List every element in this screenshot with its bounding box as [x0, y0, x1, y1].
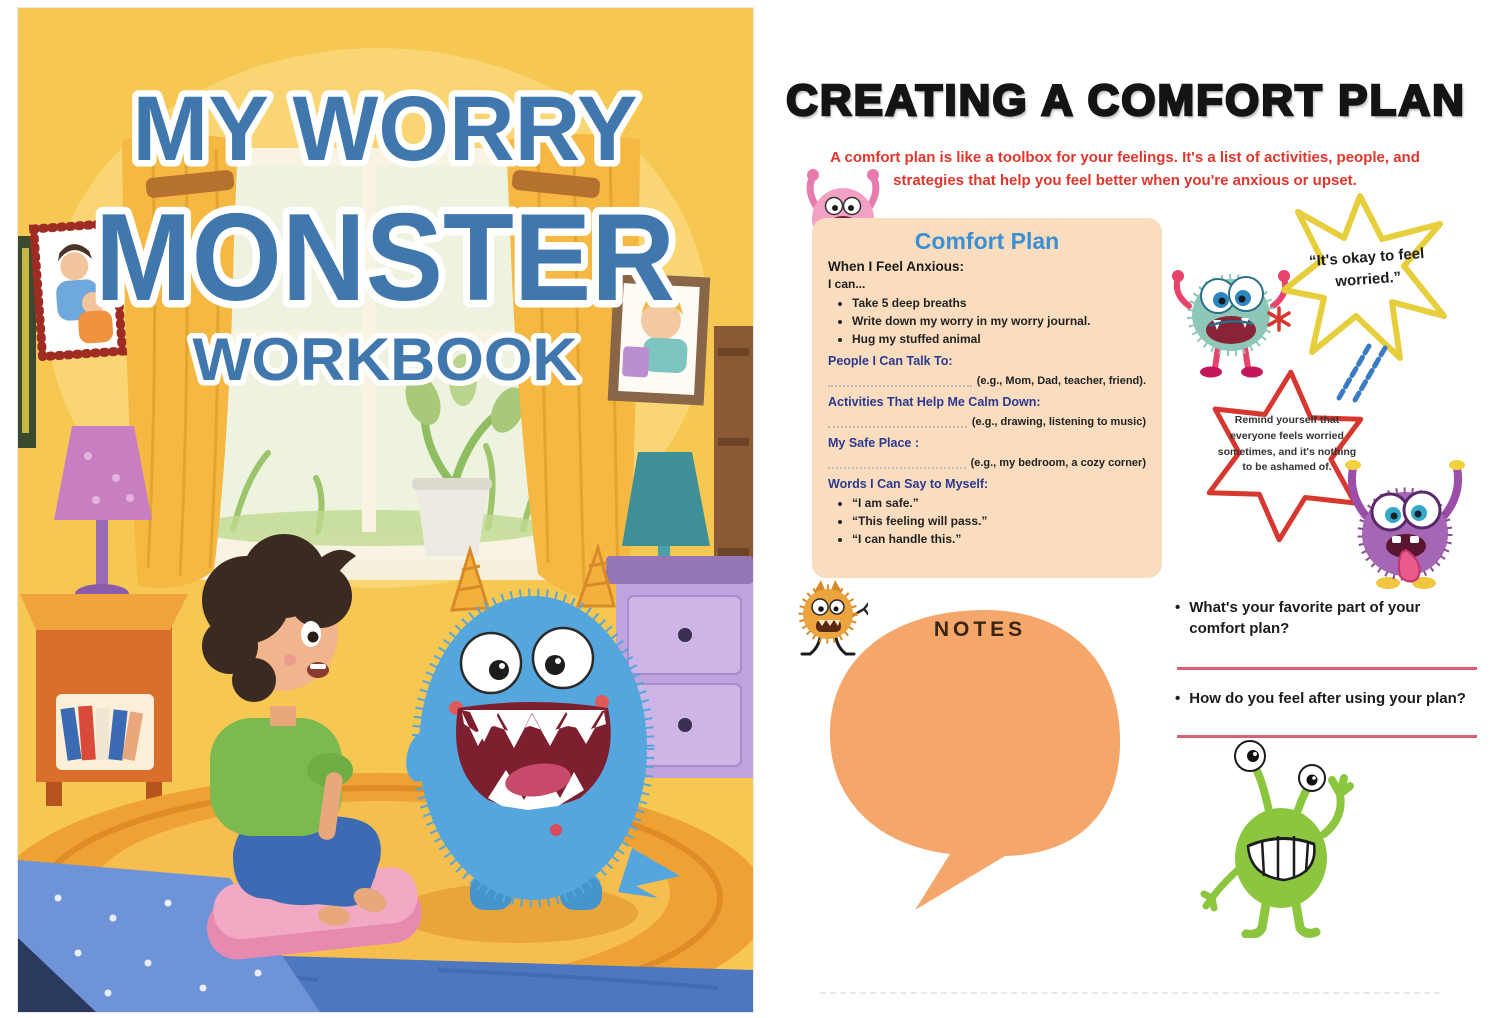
reminder-note-text: Remind yourself that everyone feels worried sometimes, and it's nothing to be ashamed of. [1217, 414, 1357, 474]
cover-title-line3: WORKBOOK [192, 326, 578, 393]
question-text: How do you feel after using your plan? [1189, 690, 1466, 707]
question-text: What's your favorite part of your comfort plan? [1189, 599, 1421, 637]
comfort-plan-card [812, 218, 1162, 578]
bullet-dot: • [1175, 690, 1181, 707]
answer-line [1177, 667, 1477, 670]
nightstand [20, 594, 188, 806]
safe-place-hint: (e.g., my bedroom, a cozy corner) [970, 457, 1146, 469]
notes-bubble-icon [800, 598, 1150, 918]
notes-label: NOTES [933, 618, 1027, 641]
activities-hint: (e.g., drawing, listening to music) [971, 416, 1146, 428]
page-bottom-smudges [820, 992, 1440, 994]
safe-place-write-line [828, 456, 1146, 469]
coping-item: • Write down my worry in my worry journal. [852, 314, 1146, 328]
coping-item: • Take 5 deep breaths [852, 296, 1146, 310]
cover-illustration [18, 8, 753, 1012]
intro-text: A comfort plan is like a toolbox for your feelings. It's a list of activities, people, and strategies that help you feel better when you're anxious or upset. [830, 149, 1420, 189]
people-hint: (e.g., Mom, Dad, teacher, friend). [976, 375, 1146, 387]
words-list [852, 496, 1146, 546]
people-label: People I Can Talk To: [828, 354, 953, 368]
words-item: • “This feeling will pass.” [852, 514, 1146, 528]
books [60, 706, 143, 761]
red-sparkle-icon [1266, 306, 1292, 332]
safe-place-label: My Safe Place : [828, 436, 920, 450]
words-item: • “I am safe.” [852, 496, 1146, 510]
words-item: • “I can handle this.” [852, 532, 1146, 546]
words-label: Words I Can Say to Myself: [828, 477, 989, 491]
i-can-label: I can... [828, 277, 866, 291]
star-quote-text: “It's okay to feel worried.” [1308, 245, 1425, 291]
green-monster-icon [1200, 736, 1370, 938]
question-item [1175, 597, 1475, 639]
activities-label: Activities That Help Me Calm Down: [828, 395, 1041, 409]
comfort-plan-heading: Comfort Plan [914, 228, 1060, 254]
reflection-questions [1175, 595, 1487, 755]
worksheet-page [760, 0, 1492, 1018]
activities-write-line [828, 415, 1146, 428]
people-blank-line [828, 374, 972, 387]
safe-place-blank-line [828, 456, 966, 469]
coping-list [852, 296, 1146, 346]
bullet-dot: • [1175, 599, 1181, 616]
purple-monster-icon [1330, 452, 1480, 594]
cover-title-line1: MY WORRY [132, 78, 638, 180]
activities-blank-line [828, 415, 967, 428]
cover-title-line2: MONSTER [95, 189, 675, 327]
cover-page [18, 8, 753, 1012]
coping-item: • Hug my stuffed animal [852, 332, 1146, 346]
people-write-line [828, 374, 1146, 387]
when-anxious-label: When I Feel Anxious: [828, 259, 965, 274]
question-item [1175, 688, 1487, 709]
page-title: CREATING A COMFORT PLAN [786, 76, 1466, 125]
